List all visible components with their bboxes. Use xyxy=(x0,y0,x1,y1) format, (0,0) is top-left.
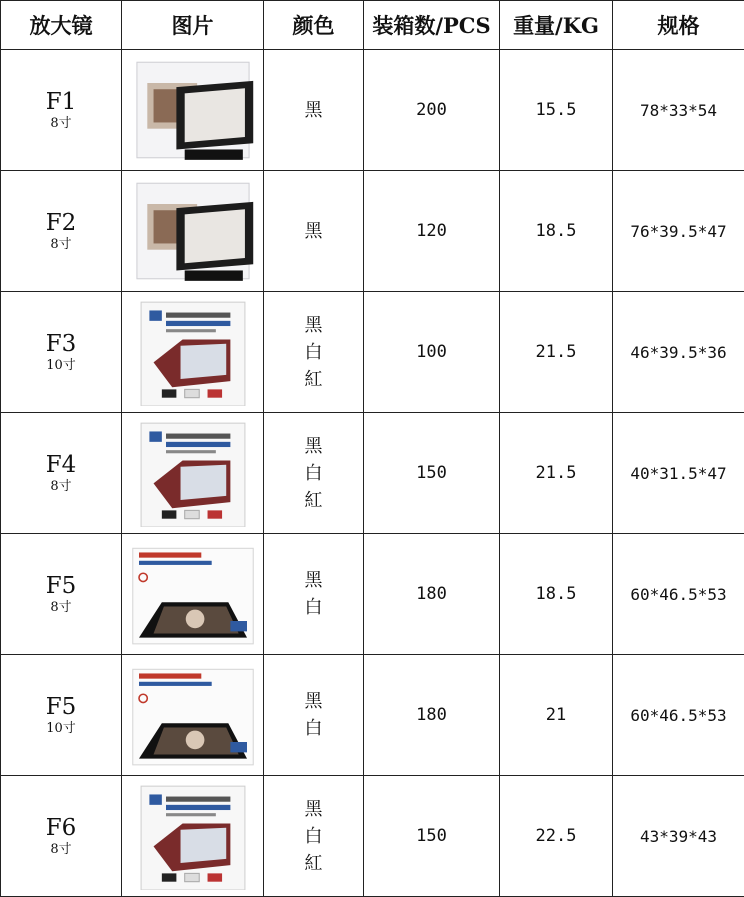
color-option: 紅 xyxy=(264,850,363,877)
model-cell xyxy=(1,292,122,413)
model-name: F1 xyxy=(1,88,121,116)
header-weight: 重量/KG xyxy=(500,1,613,50)
weight-cell: 21.5 xyxy=(500,413,613,534)
color-option: 紅 xyxy=(264,366,363,393)
header-image: 图片 xyxy=(122,1,264,50)
product-image-cell xyxy=(122,50,264,171)
header-color: 颜色 xyxy=(264,1,364,50)
model-name: F2 xyxy=(1,209,121,237)
color-option: 白 xyxy=(264,460,363,487)
spec-cell: 40*31.5*47 xyxy=(613,413,744,534)
color-cell xyxy=(264,776,364,897)
header-pcs: 装箱数/PCS xyxy=(364,1,500,50)
model-name: F6 xyxy=(1,814,121,842)
model-size: 10寸 xyxy=(1,358,121,374)
color-cell xyxy=(264,171,364,292)
color-option: 黑 xyxy=(264,218,363,245)
color-cell xyxy=(264,413,364,534)
color-cell xyxy=(264,655,364,776)
color-option: 白 xyxy=(264,715,363,742)
product-image-cell xyxy=(122,534,264,655)
color-option: 黑 xyxy=(264,688,363,715)
table-row xyxy=(1,50,744,171)
model-cell xyxy=(1,655,122,776)
spec-cell: 60*46.5*53 xyxy=(613,534,744,655)
weight-cell: 18.5 xyxy=(500,534,613,655)
color-option: 黑 xyxy=(264,796,363,823)
pcs-cell: 100 xyxy=(364,292,500,413)
spec-cell: 76*39.5*47 xyxy=(613,171,744,292)
pcs-cell: 200 xyxy=(364,50,500,171)
color-option: 紅 xyxy=(264,487,363,514)
table-row xyxy=(1,171,744,292)
model-cell xyxy=(1,413,122,534)
color-option: 黑 xyxy=(264,312,363,339)
weight-cell: 15.5 xyxy=(500,50,613,171)
color-option: 黑 xyxy=(264,567,363,594)
table-row xyxy=(1,413,744,534)
model-size: 8寸 xyxy=(1,842,121,858)
pcs-cell: 120 xyxy=(364,171,500,292)
pcs-cell: 150 xyxy=(364,413,500,534)
weight-cell: 21 xyxy=(500,655,613,776)
header-row xyxy=(1,1,744,50)
spec-cell: 46*39.5*36 xyxy=(613,292,744,413)
pcs-cell: 180 xyxy=(364,534,500,655)
pcs-cell: 150 xyxy=(364,776,500,897)
table-row xyxy=(1,655,744,776)
weight-cell: 22.5 xyxy=(500,776,613,897)
spec-cell: 60*46.5*53 xyxy=(613,655,744,776)
pcs-cell: 180 xyxy=(364,655,500,776)
model-size: 8寸 xyxy=(1,116,121,132)
product-image-cell xyxy=(122,292,264,413)
product-image-cell xyxy=(122,776,264,897)
product-image-cell xyxy=(122,655,264,776)
color-cell xyxy=(264,534,364,655)
product-image-cell xyxy=(122,413,264,534)
model-name: F5 xyxy=(1,572,121,600)
color-cell xyxy=(264,292,364,413)
model-size: 8寸 xyxy=(1,600,121,616)
color-option: 白 xyxy=(264,594,363,621)
model-size: 10寸 xyxy=(1,721,121,737)
color-cell xyxy=(264,50,364,171)
model-cell xyxy=(1,534,122,655)
model-size: 8寸 xyxy=(1,479,121,495)
weight-cell: 21.5 xyxy=(500,292,613,413)
model-name: F5 xyxy=(1,693,121,721)
model-name: F3 xyxy=(1,330,121,358)
model-name: F4 xyxy=(1,451,121,479)
product-image-cell xyxy=(122,171,264,292)
weight-cell: 18.5 xyxy=(500,171,613,292)
color-option: 白 xyxy=(264,823,363,850)
color-option: 黑 xyxy=(264,433,363,460)
spec-cell: 43*39*43 xyxy=(613,776,744,897)
table-row xyxy=(1,534,744,655)
table-row xyxy=(1,292,744,413)
header-spec: 规格 xyxy=(613,1,744,50)
model-cell xyxy=(1,171,122,292)
model-cell xyxy=(1,776,122,897)
model-cell xyxy=(1,50,122,171)
color-option: 黑 xyxy=(264,97,363,124)
model-size: 8寸 xyxy=(1,237,121,253)
color-option: 白 xyxy=(264,339,363,366)
table-row xyxy=(1,776,744,897)
header-model: 放大镜 xyxy=(1,1,122,50)
spec-cell: 78*33*54 xyxy=(613,50,744,171)
